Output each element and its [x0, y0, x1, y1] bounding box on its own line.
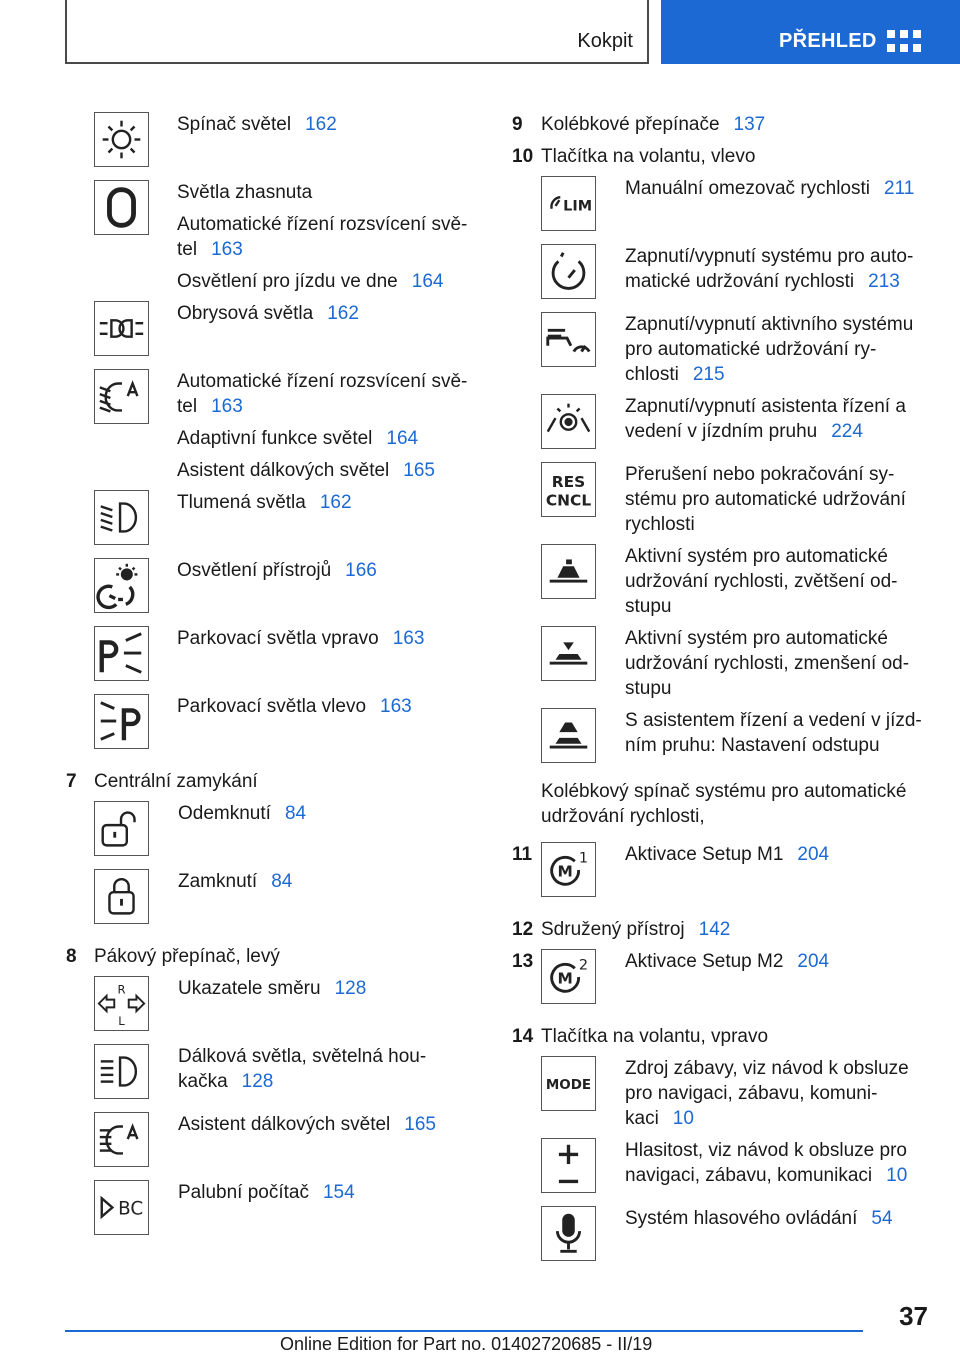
unlock-desc: Odemknutí 84	[178, 803, 307, 824]
page-number: 37	[899, 1301, 928, 1331]
parking-lights-desc: Obrysová světla 162	[177, 303, 359, 324]
parking-light-right-icon	[94, 626, 149, 681]
svg-text:2: 2	[578, 957, 589, 974]
onboard-computer-desc: Palubní počítač 154	[178, 1182, 355, 1203]
page-ref-link[interactable]: 163	[380, 696, 412, 717]
turn-signal-desc: Ukazatele směru 128	[178, 978, 367, 999]
svg-text:R: R	[117, 982, 126, 997]
m2-icon	[541, 949, 596, 1004]
volume-icon	[541, 1138, 596, 1193]
section-heading: Tlačítka na volantu, vlevo	[541, 146, 756, 167]
svg-text:BC: BC	[118, 1198, 144, 1220]
item-number: 9	[512, 114, 523, 135]
distance-setting-desc: S asistentem řízení a vedení v jízd- ním pruhu: Nastavení odstupu	[625, 710, 922, 756]
microphone-icon	[541, 1206, 596, 1261]
page-ref-link[interactable]: 10	[672, 1108, 694, 1129]
svg-text:RES: RES	[551, 473, 586, 492]
auto-headlight-desc: Automatické řízení rozsvícení svě- tel 163 Adaptivní funkce světel 164 Asistent dálkových světel 165	[177, 371, 468, 481]
low-beam-desc: Tlumená světla 162	[177, 492, 352, 513]
auto-headlight-icon	[94, 369, 149, 424]
turn-signal-icon	[94, 976, 149, 1031]
svg-text:M: M	[557, 862, 573, 881]
section-heading: Centrální zamykání	[94, 771, 258, 792]
steering-assist-desc: Zapnutí/vypnutí asistenta řízení a vedení v jízdním pruhu 224	[625, 396, 906, 442]
mode-desc: Zdroj zábavy, viz návod k obsluze pro navigaci, zábavu, komuni- kaci 10	[625, 1058, 909, 1129]
svg-text:L: L	[118, 1014, 125, 1029]
parking-light-left-desc: Parkovací světla vlevo 163	[177, 696, 412, 717]
steering-assist-icon	[541, 394, 596, 449]
section-heading: Tlačítka na volantu, vpravo	[541, 1026, 769, 1047]
high-beam-desc: Dálková světla, světelná hou- kačka 128	[178, 1046, 427, 1092]
page-ref-link[interactable]: 204	[797, 951, 830, 972]
page-ref-link[interactable]: 165	[404, 1114, 436, 1135]
parking-lights-icon	[94, 301, 149, 356]
page-ref-link[interactable]: 163	[211, 396, 243, 417]
distance-decrease-icon	[541, 626, 596, 681]
item-number: 14	[512, 1026, 534, 1047]
section-heading: Sdružený přístroj 142	[541, 919, 731, 940]
item-number: 8	[66, 946, 77, 967]
page-ref-link[interactable]: 211	[884, 178, 915, 199]
overview-nav-button[interactable]	[661, 0, 960, 64]
light-switch-icon	[94, 112, 149, 167]
res-cncl-icon	[541, 462, 596, 517]
distance-setting-icon	[541, 708, 596, 763]
parking-light-left-icon	[94, 694, 149, 749]
cruise-rocker-note: Kolébkový spínač systému pro automatické udržování rychlosti,	[541, 781, 907, 827]
active-cruise-desc: Zapnutí/vypnutí aktivního systému pro automatické udržování ry- chlosti 215	[625, 314, 914, 385]
high-beam-assist-icon	[94, 1112, 149, 1167]
section-heading: Pákový přepínač, levý	[94, 946, 280, 967]
page-ref-link[interactable]: 137	[733, 114, 766, 135]
item-number: 13	[512, 951, 534, 972]
page-ref-link[interactable]: 204	[797, 844, 830, 865]
item-number: 12	[512, 919, 534, 940]
speed-limiter-desc: Manuální omezovač rychlosti 211	[625, 178, 915, 199]
page-ref-link[interactable]: 215	[692, 364, 725, 385]
m1-desc: Aktivace Setup M1 204	[625, 844, 830, 865]
page-ref-link[interactable]: 84	[284, 803, 307, 824]
active-cruise-icon	[541, 312, 596, 367]
item-number: 11	[512, 844, 533, 865]
item-number: 7	[66, 771, 77, 792]
page-ref-link[interactable]: 84	[271, 871, 293, 892]
page-ref-link[interactable]: 162	[305, 114, 337, 135]
grid-icon	[887, 30, 921, 54]
light-switch-desc: Spínač světel 162	[177, 114, 337, 135]
instrument-lighting-icon	[94, 558, 149, 613]
overview-nav-label: PŘEHLED	[779, 30, 877, 52]
low-beam-icon	[94, 490, 149, 545]
svg-text:CNCL: CNCL	[545, 491, 592, 510]
m1-icon	[541, 842, 596, 897]
page-ref-link[interactable]: 164	[411, 271, 444, 292]
distance-increase-icon	[541, 544, 596, 599]
page-ref-link[interactable]: 224	[831, 421, 863, 442]
page-ref-link[interactable]: 164	[386, 428, 419, 449]
distance-decrease-desc: Aktivní systém pro automatické udržování rychlosti, zmenšení od- stupu	[625, 628, 910, 699]
page-ref-link[interactable]: 213	[868, 271, 900, 292]
footer-divider	[65, 1330, 863, 1332]
speed-limiter-icon	[541, 176, 596, 231]
volume-desc: Hlasitost, viz návod k obsluze pro navigaci, zábavu, komunikaci 10	[625, 1140, 908, 1186]
m2-desc: Aktivace Setup M2 204	[625, 951, 830, 972]
lights-off-desc: Světla zhasnuta Automatické řízení rozsvícení svě- tel 163 Osvětlení pro jízdu ve dne 164	[177, 182, 468, 292]
svg-text:M: M	[557, 969, 573, 988]
instrument-lighting-desc: Osvětlení přístrojů 166	[177, 560, 377, 581]
lock-icon	[94, 869, 149, 924]
high-beam-assist-desc: Asistent dálkových světel 165	[178, 1114, 436, 1135]
distance-increase-desc: Aktivní systém pro automatické udržování rychlosti, zvětšení od- stupu	[625, 546, 898, 617]
svg-text:MODE: MODE	[545, 1076, 592, 1093]
svg-text:LIM: LIM	[563, 198, 593, 215]
lock-desc: Zamknutí 84	[178, 871, 293, 892]
page-ref-link[interactable]: 163	[392, 628, 425, 649]
page-ref-link[interactable]: 162	[327, 303, 359, 324]
page-ref-link[interactable]: 10	[886, 1165, 908, 1186]
svg-text:1: 1	[578, 850, 589, 867]
mode-icon	[541, 1056, 596, 1111]
section-heading: Kolébkové přepínače 137	[541, 114, 766, 135]
res-cncl-desc: Přerušení nebo pokračování sy- stému pro automatické udržování rychlosti	[625, 464, 906, 535]
page-ref-link[interactable]: 128	[241, 1071, 274, 1092]
page-ref-link[interactable]: 128	[334, 978, 367, 999]
section-title: Kokpit	[577, 30, 633, 52]
item-number: 10	[512, 146, 534, 167]
page-ref-link[interactable]: 165	[403, 460, 435, 481]
onboard-computer-icon	[94, 1180, 149, 1235]
microphone-desc: Systém hlasového ovládání 54	[625, 1208, 893, 1229]
page-ref-link[interactable]: 163	[211, 239, 243, 260]
cruise-control-icon	[541, 244, 596, 299]
page-ref-link[interactable]: 154	[322, 1182, 355, 1203]
lights-off-icon	[94, 180, 149, 235]
page-ref-link[interactable]: 166	[345, 560, 377, 581]
page-ref-link[interactable]: 142	[698, 919, 731, 940]
high-beam-icon	[94, 1044, 149, 1099]
page-ref-link[interactable]: 54	[871, 1208, 893, 1229]
unlock-icon	[94, 801, 149, 856]
cruise-control-desc: Zapnutí/vypnutí systému pro auto- matické udržování rychlosti 213	[625, 246, 914, 292]
header-section-box	[65, 0, 649, 64]
parking-light-right-desc: Parkovací světla vpravo 163	[177, 628, 425, 649]
page-ref-link[interactable]: 162	[319, 492, 352, 513]
footer-edition: Online Edition for Part no. 01402720685 - II/19	[280, 1334, 653, 1354]
